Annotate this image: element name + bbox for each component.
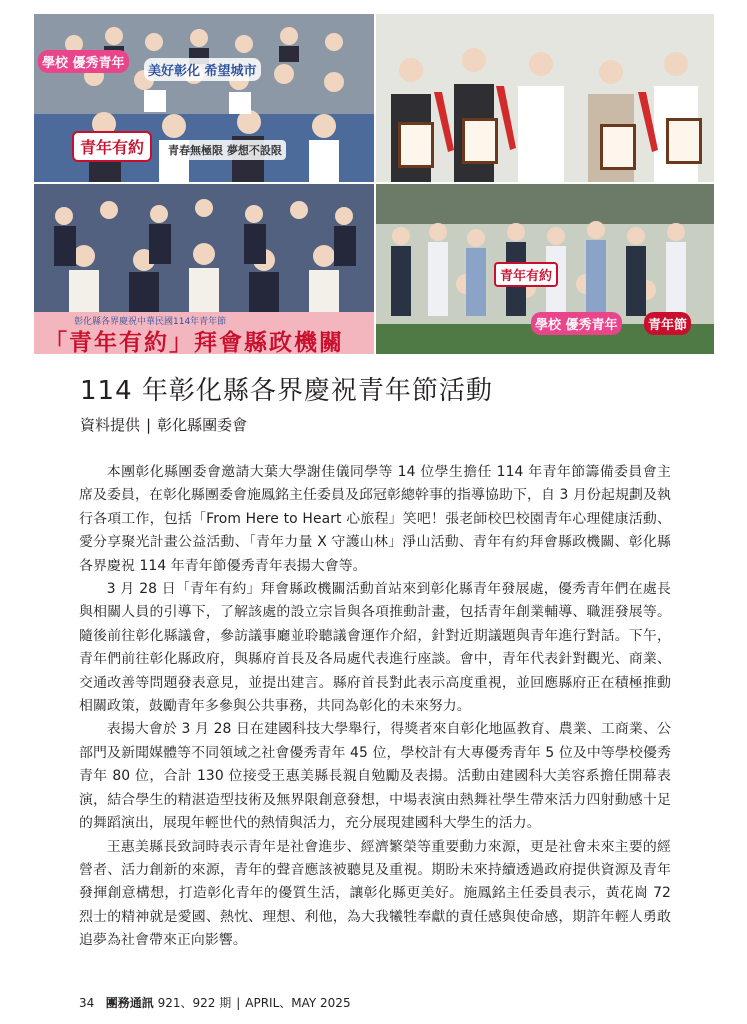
article-title: 114 年彰化縣各界慶祝青年節活動 — [80, 376, 493, 406]
photo-award-recipients — [376, 14, 714, 182]
issue-number: 921、922 期 — [157, 996, 232, 1010]
paragraph: 王惠美縣長致詞時表示青年是社會進步、經濟繁榮等重要動力來源，更是社會未來主要的經營者、活力創新的來源，青年的聲音應該被聽見及重視。期盼未來持續透過政府提供資源及青年發揮創意構想，打造彰化青年的優質生活，讓彰化縣更美好。施鳳銘主任委員表示，黃花崗 72 烈士的精神就是愛國、熱忱、理想、利他，為大我犧牲奉獻的責任感與使命感，期許年輕人勇敢追夢為社會帶來正向影響。 — [79, 838, 671, 949]
photo-collage — [34, 14, 714, 354]
paragraph: 本團彰化縣團委會邀請大葉大學謝佳儀同學等 14 位學生擔任 114 年青年節籌備委員會主席及委員，在彰化縣團委會施鳳銘主任委員及邱冠彰總幹事的指導協助下，自 3 月份起規劃及執行各項工作，包括「From Here to Heart 心旅程」笑吧！張老師校巴校園青年心理健康活動、愛分享聚光計畫公益活動、「青年力量 X 守護山林」淨山活動、青年有約拜會縣政機關、彰化縣各界慶祝 114 年青年節優秀青年表揚大會等。 — [79, 464, 671, 574]
certificate — [398, 122, 434, 168]
paragraph: 表揚大會於 3 月 28 日在建國科技大學舉行，得獎者來自彰化地區教育、農業、工商業、公部門及新聞媒體等不同領域之社會優秀青年 45 位，學校計有大專優秀青年 5 位及中等學校優秀青年 80 位，合計 130 位接受王惠美縣長親自勉勵及表揚。活動由建國科大美容系擔任開幕表演，結合學生的精湛造型技術及無界限創意發想，中場表演由熱舞社學生帶來活力四射動感十足的舞蹈演出，展現年輕世代的熱情與活力，充分展現建國科大學生的活力。 — [79, 721, 671, 832]
sign-youth-unlimited: 青春無極限 夢想不設限 — [164, 140, 286, 160]
photo-group-assembly — [34, 14, 374, 182]
article-body — [79, 461, 671, 953]
sign-youth-appointment: 青年有約 — [494, 262, 558, 287]
photo-government-visit — [34, 184, 374, 354]
event-banner — [34, 312, 374, 354]
byline-label: 資料提供 — [80, 416, 141, 434]
certificate — [600, 124, 636, 170]
page-footer — [79, 994, 351, 1011]
sign-school-youth: 學校 優秀青年 — [531, 312, 622, 335]
photo-stage-group — [376, 184, 714, 354]
byline — [80, 414, 247, 435]
sign-youth-day: 青年節 — [644, 312, 691, 335]
byline-separator: | — [146, 416, 152, 434]
banner-subtitle: 彰化縣各界慶祝中華民國114年青年節 — [74, 317, 227, 327]
byline-source: 彰化縣團委會 — [157, 416, 248, 434]
banner-title: 「青年有約」拜會縣政機關 — [44, 330, 344, 354]
certificate — [666, 118, 702, 164]
magazine-name: 團務通訊 — [105, 996, 154, 1010]
certificate — [462, 118, 498, 164]
sign-school-youth: 學校 優秀青年 — [38, 50, 129, 73]
page-number: 34 — [79, 996, 95, 1010]
paragraph: 3 月 28 日「青年有約」拜會縣政機關活動首站來到彰化縣青年發展處，優秀青年們在處長與相關人員的引導下，了解該處的設立宗旨與各項推動計畫，包括青年創業輔導、職涯發展等。隨後前往彰化縣議會，參訪議事廳並聆聽議會運作介紹，針對近期議題與青年進行對話。下午，青年們前往彰化縣政府，與縣府首長及各局處代表進行座談。會中，青年代表針對觀光、商業、交通改善等問題發表意見，並提出建言。縣府首長對此表示高度重視，並回應縣府正在積極推動相關政策，鼓勵青年多參與公共事務，共同為彰化的未來努力。 — [79, 581, 671, 715]
footer-separator: | — [236, 996, 241, 1010]
issue-date: APRIL、MAY 2025 — [245, 996, 351, 1010]
sign-youth-appointment: 青年有約 — [72, 131, 152, 162]
sign-beautiful-changhua: 美好彰化 希望城市 — [144, 58, 261, 81]
